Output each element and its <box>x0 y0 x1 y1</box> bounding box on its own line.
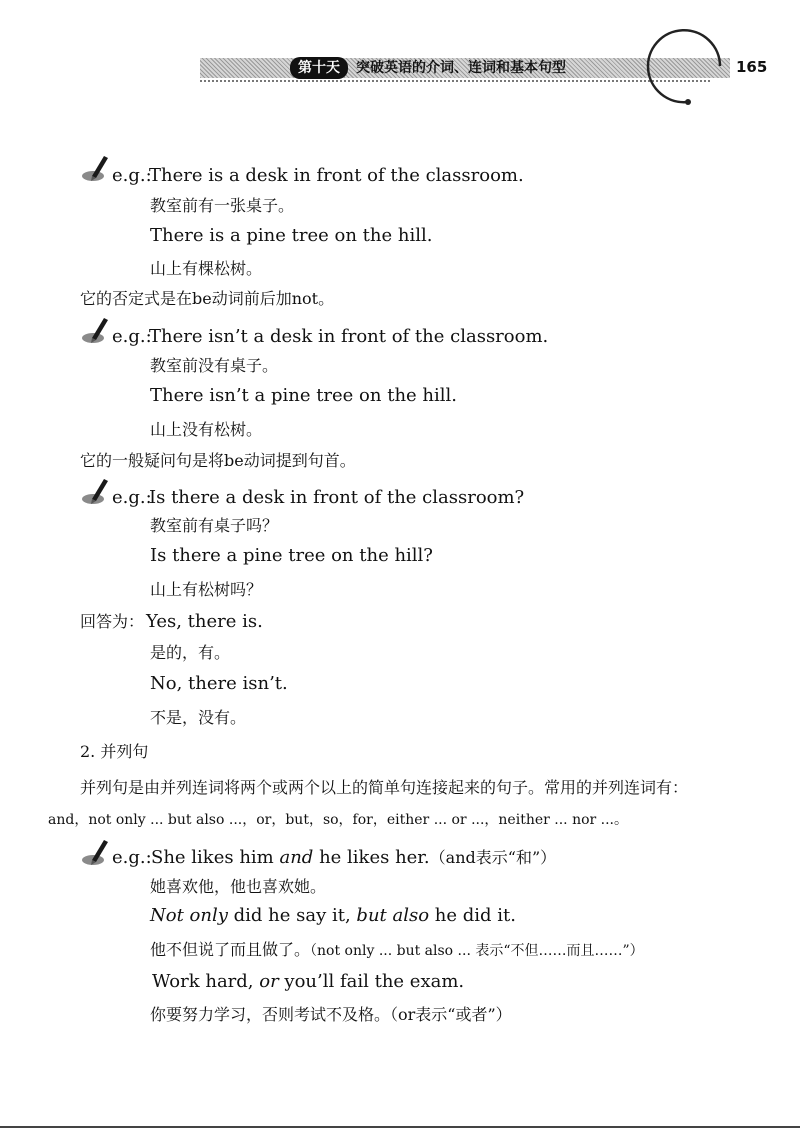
sentence-part: did he say it, <box>227 905 357 926</box>
pencil-note-icon <box>80 836 112 868</box>
example-translation: 教室前没有桌子。 <box>150 356 279 375</box>
compound-definition: 并列句是由并列连词将两个或两个以上的简单句连接起来的句子。常用的并列连词有： <box>80 778 689 797</box>
eg-label: e.g.: <box>112 487 152 508</box>
sentence-part: he likes her. <box>313 847 430 868</box>
example-sentence <box>152 970 464 994</box>
example-translation: 教室前有一张桌子。 <box>150 196 295 215</box>
pencil-note-icon <box>80 475 112 507</box>
conjunction-list: and，not only ... but also ...，or，but，so，for，either ... or ...，neither ... nor ...。 <box>48 812 629 828</box>
pencil-note-icon <box>80 152 112 184</box>
example-sentence: There is a pine tree on the hill. <box>150 225 433 246</box>
negation-intro: 它的否定式是在be动词前后加not。 <box>80 289 335 308</box>
page-number: 165 <box>736 58 768 76</box>
section-heading: 2. 并列句 <box>80 742 149 761</box>
translation-text: 你要努力学习，否则考试不及格。 <box>150 1005 391 1024</box>
emphasized-conjunction: but also <box>356 905 430 926</box>
example-sentence <box>150 904 516 928</box>
answer-no-translation: 不是，没有。 <box>150 708 247 727</box>
usage-note: （and表示“和”） <box>429 848 557 867</box>
chapter-title: 突破英语的介词、连词和基本句型 <box>356 60 566 76</box>
answer-no: No, there isn’t. <box>150 673 288 694</box>
example-translation <box>150 938 644 963</box>
example-translation: 山上没有松树。 <box>150 420 263 439</box>
example-translation: 山上有松树吗？ <box>150 580 263 599</box>
example-sentence <box>151 846 556 870</box>
example-sentence: There isn’t a pine tree on the hill. <box>150 385 457 406</box>
usage-note: （or表示“或者”） <box>390 1005 512 1024</box>
usage-note: （not only ... but also ... 表示“不但……而且……”） <box>310 943 644 959</box>
page-bottom-rule <box>0 1126 800 1128</box>
example-sentence: There isn’t a desk in front of the classroom. <box>149 326 549 347</box>
pencil-note-icon <box>80 314 112 346</box>
answer-label: 回答为： <box>80 612 145 631</box>
example-translation: 教室前有桌子吗？ <box>150 516 279 535</box>
answer-yes-translation: 是的，有。 <box>150 643 231 662</box>
sentence-part: you’ll fail the exam. <box>278 971 465 992</box>
sentence-part: She likes him <box>151 847 280 868</box>
answer-yes: Yes, there is. <box>146 611 263 632</box>
sentence-part: he did it. <box>429 905 516 926</box>
example-sentence: There is a desk in front of the classroom. <box>149 165 524 186</box>
example-translation: 山上有棵松树。 <box>150 259 263 278</box>
emphasized-conjunction: and <box>279 847 314 868</box>
eg-label: e.g.: <box>112 165 152 186</box>
eg-label: e.g.: <box>112 326 152 347</box>
example-translation <box>150 1003 512 1027</box>
eg-label: e.g.: <box>112 847 152 868</box>
emphasized-conjunction: Not only <box>150 905 228 926</box>
emphasized-conjunction: or <box>259 971 279 992</box>
example-translation: 她喜欢他，他也喜欢她。 <box>150 877 327 896</box>
chapter-badge: 第十天 <box>290 57 348 79</box>
question-intro: 它的一般疑问句是将be动词提到句首。 <box>80 451 356 470</box>
example-sentence: Is there a pine tree on the hill? <box>150 545 433 566</box>
example-sentence: Is there a desk in front of the classroom? <box>149 487 525 508</box>
sentence-part: Work hard, <box>152 971 260 992</box>
translation-text: 他不但说了而且做了。 <box>150 940 311 959</box>
